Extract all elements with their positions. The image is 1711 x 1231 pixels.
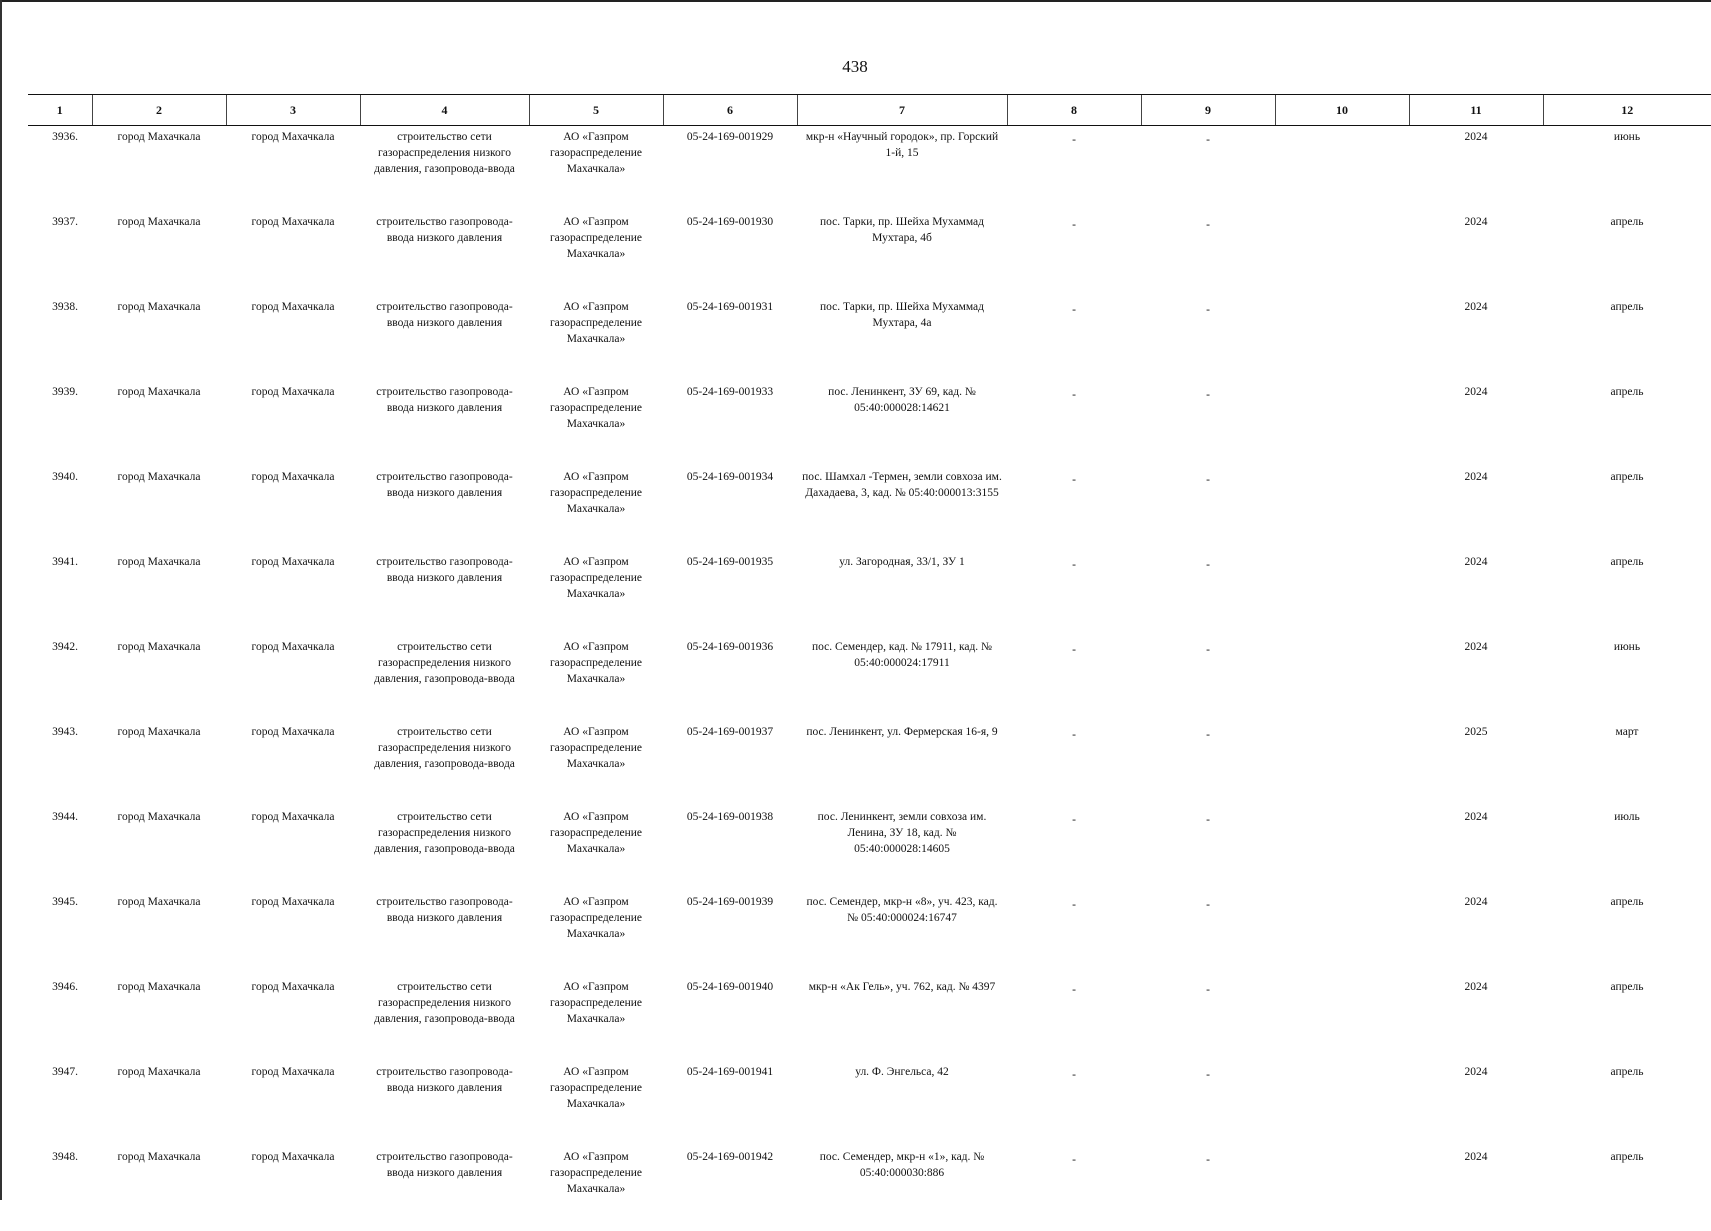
cell-application-number: 05-24-169-001930 (663, 211, 797, 296)
cell-col-9-value: - (1141, 126, 1275, 212)
cell-region: город Махачкала (92, 976, 226, 1061)
cell-address: пос. Тарки, пр. Шейха Мухаммад Мухтара, 4а (797, 296, 1007, 381)
table-header-row (28, 95, 1711, 126)
cell-address: пос. Ленинкент, земли совхоза им. Ленина, ЗУ 18, кад. № 05:40:000028:14605 (797, 806, 1007, 891)
cell-row-number: 3948. (28, 1146, 92, 1231)
cell-region: город Махачкала (92, 1061, 226, 1146)
cell-application-number: 05-24-169-001936 (663, 636, 797, 721)
cell-region: город Махачкала (92, 636, 226, 721)
cell-month: апрель (1543, 296, 1711, 381)
cell-region: город Махачкала (92, 466, 226, 551)
cell-work-type: строительство сети газораспределения низкого давления, газопровода-ввода (360, 636, 529, 721)
cell-row-number: 3941. (28, 551, 92, 636)
cell-application-number: 05-24-169-001931 (663, 296, 797, 381)
cell-region: город Махачкала (92, 211, 226, 296)
column-header-3: 3 (226, 95, 360, 126)
cell-month: апрель (1543, 976, 1711, 1061)
cell-municipality: город Махачкала (226, 126, 360, 212)
cell-col-8-value: - (1007, 891, 1141, 976)
cell-region: город Махачкала (92, 1146, 226, 1231)
cell-region: город Махачкала (92, 381, 226, 466)
cell-year: 2024 (1409, 296, 1543, 381)
cell-region: город Махачкала (92, 296, 226, 381)
cell-municipality: город Махачкала (226, 296, 360, 381)
column-header-11: 11 (1409, 95, 1543, 126)
page-top-border (0, 0, 1711, 2)
column-header-6: 6 (663, 95, 797, 126)
cell-month: апрель (1543, 551, 1711, 636)
cell-col-8-value: - (1007, 296, 1141, 381)
cell-col-9-value: - (1141, 721, 1275, 806)
cell-col-8-value: - (1007, 806, 1141, 891)
cell-application-number: 05-24-169-001934 (663, 466, 797, 551)
cell-organization: АО «Газпром газораспределение Махачкала» (529, 976, 663, 1061)
cell-month: апрель (1543, 466, 1711, 551)
cell-organization: АО «Газпром газораспределение Махачкала» (529, 211, 663, 296)
table-row (28, 721, 1711, 806)
cell-application-number: 05-24-169-001937 (663, 721, 797, 806)
cell-row-number: 3942. (28, 636, 92, 721)
cell-region: город Махачкала (92, 891, 226, 976)
cell-work-type: строительство газопровода-ввода низкого давления (360, 466, 529, 551)
cell-region: город Махачкала (92, 721, 226, 806)
cell-application-number: 05-24-169-001935 (663, 551, 797, 636)
column-header-9: 9 (1141, 95, 1275, 126)
cell-municipality: город Махачкала (226, 976, 360, 1061)
table-row (28, 466, 1711, 551)
cell-month: апрель (1543, 1061, 1711, 1146)
cell-organization: АО «Газпром газораспределение Махачкала» (529, 381, 663, 466)
cell-row-number: 3938. (28, 296, 92, 381)
cell-year: 2024 (1409, 551, 1543, 636)
cell-work-type: строительство газопровода-ввода низкого давления (360, 1061, 529, 1146)
cell-address: пос. Ленинкент, ул. Фермерская 16-я, 9 (797, 721, 1007, 806)
cell-work-type: строительство сети газораспределения низкого давления, газопровода-ввода (360, 721, 529, 806)
cell-year: 2024 (1409, 976, 1543, 1061)
registry-table (28, 94, 1711, 1231)
cell-work-type: строительство газопровода-ввода низкого давления (360, 1146, 529, 1231)
cell-organization: АО «Газпром газораспределение Махачкала» (529, 551, 663, 636)
cell-col-10-value (1275, 126, 1409, 212)
page-number: 438 (820, 57, 890, 77)
page-left-border (0, 0, 2, 1200)
cell-col-10-value (1275, 721, 1409, 806)
cell-municipality: город Махачкала (226, 551, 360, 636)
table-row (28, 976, 1711, 1061)
cell-col-9-value: - (1141, 806, 1275, 891)
cell-col-9-value: - (1141, 466, 1275, 551)
cell-year: 2024 (1409, 211, 1543, 296)
table-body (28, 126, 1711, 1231)
cell-col-8-value: - (1007, 551, 1141, 636)
cell-address: ул. Ф. Энгельса, 42 (797, 1061, 1007, 1146)
cell-month: апрель (1543, 891, 1711, 976)
column-header-7: 7 (797, 95, 1007, 126)
cell-organization: АО «Газпром газораспределение Махачкала» (529, 891, 663, 976)
cell-col-8-value: - (1007, 976, 1141, 1061)
table-row (28, 126, 1711, 212)
cell-col-10-value (1275, 1061, 1409, 1146)
cell-municipality: город Махачкала (226, 806, 360, 891)
cell-col-10-value (1275, 891, 1409, 976)
cell-address: пос. Семендер, кад. № 17911, кад. № 05:40:000024:17911 (797, 636, 1007, 721)
cell-col-8-value: - (1007, 126, 1141, 212)
cell-col-9-value: - (1141, 636, 1275, 721)
column-header-10: 10 (1275, 95, 1409, 126)
cell-row-number: 3937. (28, 211, 92, 296)
cell-work-type: строительство газопровода-ввода низкого давления (360, 211, 529, 296)
cell-year: 2024 (1409, 1146, 1543, 1231)
cell-organization: АО «Газпром газораспределение Махачкала» (529, 721, 663, 806)
cell-row-number: 3940. (28, 466, 92, 551)
cell-address: пос. Шамхал -Термен, земли совхоза им. Дахадаева, 3, кад. № 05:40:000013:3155 (797, 466, 1007, 551)
cell-col-9-value: - (1141, 296, 1275, 381)
cell-organization: АО «Газпром газораспределение Махачкала» (529, 1146, 663, 1231)
cell-month: июнь (1543, 636, 1711, 721)
cell-year: 2024 (1409, 126, 1543, 212)
cell-col-9-value: - (1141, 1061, 1275, 1146)
column-header-1: 1 (28, 95, 92, 126)
cell-work-type: строительство газопровода-ввода низкого давления (360, 296, 529, 381)
cell-municipality: город Махачкала (226, 891, 360, 976)
cell-month: июль (1543, 806, 1711, 891)
cell-col-9-value: - (1141, 976, 1275, 1061)
cell-row-number: 3945. (28, 891, 92, 976)
cell-row-number: 3944. (28, 806, 92, 891)
cell-application-number: 05-24-169-001941 (663, 1061, 797, 1146)
cell-col-10-value (1275, 551, 1409, 636)
cell-organization: АО «Газпром газораспределение Махачкала» (529, 636, 663, 721)
cell-year: 2024 (1409, 636, 1543, 721)
cell-col-8-value: - (1007, 1146, 1141, 1231)
cell-municipality: город Махачкала (226, 721, 360, 806)
cell-col-8-value: - (1007, 636, 1141, 721)
cell-municipality: город Махачкала (226, 1146, 360, 1231)
column-header-12: 12 (1543, 95, 1711, 126)
cell-address: пос. Тарки, пр. Шейха Мухаммад Мухтара, 4б (797, 211, 1007, 296)
cell-col-10-value (1275, 806, 1409, 891)
cell-year: 2025 (1409, 721, 1543, 806)
cell-row-number: 3947. (28, 1061, 92, 1146)
cell-work-type: строительство газопровода-ввода низкого давления (360, 891, 529, 976)
cell-month: апрель (1543, 381, 1711, 466)
cell-work-type: строительство сети газораспределения низкого давления, газопровода-ввода (360, 126, 529, 212)
cell-municipality: город Махачкала (226, 636, 360, 721)
cell-month: март (1543, 721, 1711, 806)
table-row (28, 806, 1711, 891)
cell-municipality: город Махачкала (226, 1061, 360, 1146)
cell-organization: АО «Газпром газораспределение Махачкала» (529, 126, 663, 212)
cell-month: апрель (1543, 211, 1711, 296)
cell-region: город Махачкала (92, 806, 226, 891)
cell-year: 2024 (1409, 806, 1543, 891)
cell-application-number: 05-24-169-001942 (663, 1146, 797, 1231)
table-row (28, 891, 1711, 976)
cell-col-9-value: - (1141, 551, 1275, 636)
cell-col-10-value (1275, 636, 1409, 721)
cell-row-number: 3939. (28, 381, 92, 466)
column-header-4: 4 (360, 95, 529, 126)
cell-organization: АО «Газпром газораспределение Махачкала» (529, 806, 663, 891)
cell-col-9-value: - (1141, 381, 1275, 466)
cell-col-10-value (1275, 466, 1409, 551)
cell-month: июнь (1543, 126, 1711, 212)
cell-work-type: строительство сети газораспределения низкого давления, газопровода-ввода (360, 806, 529, 891)
cell-col-8-value: - (1007, 466, 1141, 551)
cell-application-number: 05-24-169-001933 (663, 381, 797, 466)
column-header-5: 5 (529, 95, 663, 126)
cell-year: 2024 (1409, 1061, 1543, 1146)
cell-address: пос. Семендер, мкр-н «8», уч. 423, кад. № 05:40:000024:16747 (797, 891, 1007, 976)
cell-row-number: 3936. (28, 126, 92, 212)
column-header-2: 2 (92, 95, 226, 126)
cell-year: 2024 (1409, 891, 1543, 976)
cell-organization: АО «Газпром газораспределение Махачкала» (529, 466, 663, 551)
cell-row-number: 3946. (28, 976, 92, 1061)
cell-work-type: строительство газопровода-ввода низкого давления (360, 381, 529, 466)
cell-application-number: 05-24-169-001929 (663, 126, 797, 212)
cell-col-10-value (1275, 296, 1409, 381)
cell-col-10-value (1275, 211, 1409, 296)
cell-col-9-value: - (1141, 891, 1275, 976)
cell-year: 2024 (1409, 381, 1543, 466)
cell-address: пос. Ленинкент, ЗУ 69, кад. № 05:40:000028:14621 (797, 381, 1007, 466)
cell-col-8-value: - (1007, 1061, 1141, 1146)
cell-address: мкр-н «Ак Гель», уч. 762, кад. № 4397 (797, 976, 1007, 1061)
cell-organization: АО «Газпром газораспределение Махачкала» (529, 296, 663, 381)
cell-municipality: город Махачкала (226, 466, 360, 551)
cell-address: мкр-н «Научный городок», пр. Горский 1-й, 15 (797, 126, 1007, 212)
cell-municipality: город Махачкала (226, 381, 360, 466)
cell-work-type: строительство сети газораспределения низкого давления, газопровода-ввода (360, 976, 529, 1061)
cell-address: пос. Семендер, мкр-н «1», кад. № 05:40:000030:886 (797, 1146, 1007, 1231)
cell-organization: АО «Газпром газораспределение Махачкала» (529, 1061, 663, 1146)
cell-col-8-value: - (1007, 381, 1141, 466)
cell-col-10-value (1275, 381, 1409, 466)
column-header-8: 8 (1007, 95, 1141, 126)
cell-work-type: строительство газопровода-ввода низкого давления (360, 551, 529, 636)
cell-col-10-value (1275, 1146, 1409, 1231)
table-row (28, 551, 1711, 636)
table-row (28, 296, 1711, 381)
table-row (28, 636, 1711, 721)
cell-address: ул. Загородная, 33/1, ЗУ 1 (797, 551, 1007, 636)
cell-col-9-value: - (1141, 211, 1275, 296)
cell-col-10-value (1275, 976, 1409, 1061)
cell-col-9-value: - (1141, 1146, 1275, 1231)
cell-col-8-value: - (1007, 211, 1141, 296)
cell-region: город Махачкала (92, 551, 226, 636)
table-row (28, 1146, 1711, 1231)
cell-application-number: 05-24-169-001940 (663, 976, 797, 1061)
cell-year: 2024 (1409, 466, 1543, 551)
table-row (28, 211, 1711, 296)
table-row (28, 381, 1711, 466)
cell-month: апрель (1543, 1146, 1711, 1231)
cell-col-8-value: - (1007, 721, 1141, 806)
cell-application-number: 05-24-169-001938 (663, 806, 797, 891)
cell-row-number: 3943. (28, 721, 92, 806)
table-row (28, 1061, 1711, 1146)
cell-region: город Махачкала (92, 126, 226, 212)
cell-application-number: 05-24-169-001939 (663, 891, 797, 976)
cell-municipality: город Махачкала (226, 211, 360, 296)
